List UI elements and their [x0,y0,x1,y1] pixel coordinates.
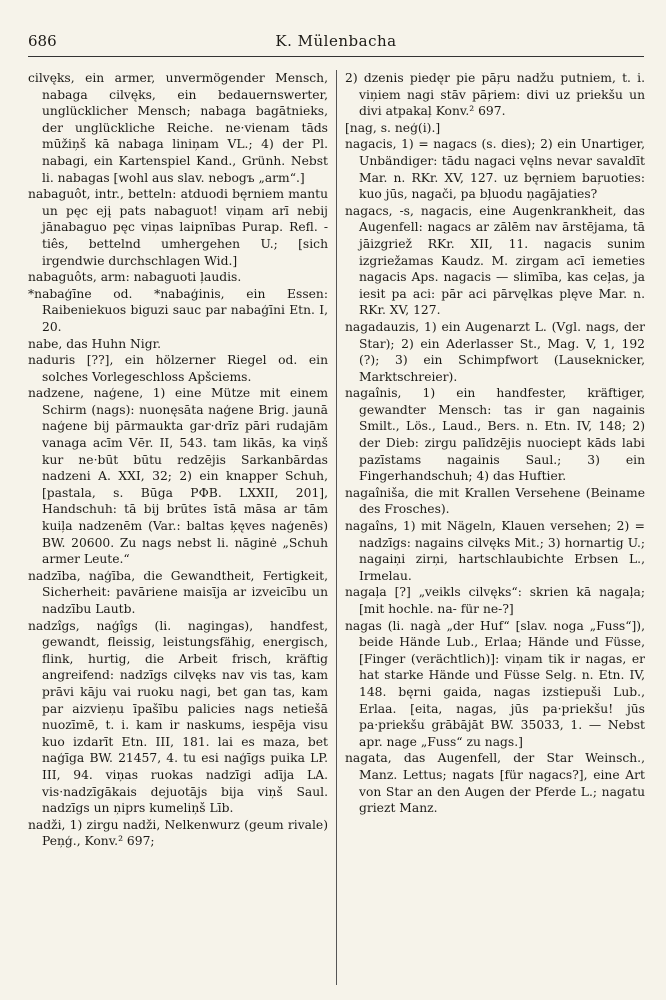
page-number: 686 [28,32,57,50]
entry-nadzene: nadzene, naģene, 1) eine Mütze mit einem Schirm (nags): nuonęsāta naģene Brig. jaunā naģene bij pārmaukta gar·drīz pāri rudajām vanaga acīm Vēr. II, 543. tam likās, ka viņš kur ne·būt būtu redzējis Sarkanbārdas nadzeni A. XXI, 32; 2) ein knapper Schuh, [pastala, s. Būga РФВ. LXXII, 201], Handschuh: tā bij brūtes īstā māsa ar tām kuiļa nadzenēm (Var.: baltas ķęves naģenēs) BW. 20600. Zu nags nebst li. nāginė „Schuh armer Leute.“ [28,386,328,567]
entry-nagacis: nagacis, 1) = nagacs (s. dies); 2) ein Unartiger, Unbändiger: tādu nagaci vęlns nevar savaldīt Mar. n. RKr. XV, 127. uz bęrniem baŗuoties: kuo jūs, nagači, pa bļuodu ņagājaties? [345,137,645,202]
entry-nagains: nagaîns, 1) mit Nägeln, Klauen versehen; 2) = nadzīgs: nagains cilvęks Mit.; 3) hornartig U.; nagaiņi zirņi, hartschlaubichte Erbsen L., Irmelau. [345,519,645,583]
entry-nagas: nagas (li. nagà „der Huf“ [slav. noga „Fuss“]), beide Hände Lub., Erlaa; Hände und Füsse, [Finger (verächtlich)]: viņam tik ir nagas, er hat starke Hände und Füsse Selg. n. Etn. IV, 148. bęrni gaida, nagas izstiepuši Lub., Erlaa. [eita, nagas, jūs pa·priekšu! jūs pa·priekšu grābājāt BW. 35033, 1. — Nebst apr. nage „Fuss“ zu nags.] [345,618,645,749]
entry-nagadauzis: nagadauzis, 1) ein Augenarzt L. (Vgl. nags, der Star); 2) ein Aderlasser St., Mag. V, 1, 192 (?); 3) ein Schimpfwort (Lauseknicker, Marktschreier). [345,319,645,384]
entry-nagacs: nagacs, -s, nagacis, eine Augenkrankheit, das Augenfell: nagacs ar zālēm nav ārstējama, tā jāizgriež RKr. XII, 11. nagacis sunim izgriežamas Kaudz. M. zirgam acī iemeties nagacis Aps. nagacis — slimība, kas ceļas, ja iesit pa aci: pār aci pārvęlkas plęve Mar. n. RKr. XV, 127. [345,203,645,318]
left-column [28,70,328,850]
right-column [345,70,645,817]
entry-nabaguots: nabaguôts, arm: nabaguoti ļaudis. [28,270,242,285]
entry-nadzi: nadži, 1) zirgu nadži, Nelkenwurz (geum rivale) Peņģ., Konv.² 697; [28,817,328,849]
entry-nabaguot: nabaguôt, intr., betteln: atduodi bęrniem mantu un pęc ejį pats nabaguot! viņam arī nebij jānabaguo pęc viņas laipnības Purap. Refl. -tiês, bettelnd umhergehen U.; [sich irgendwie durchschlagen Wid.] [28,187,328,268]
entry-cilveks-continued: cilvęks, ein armer, unvermögender Mensch, nabaga cilvęks, ein bedauernswerter, unglücklicher Mensch; nabaga bagātnieks, der unglückliche Reiche. ne·vienam tāds mūžiņš kā nabaga liniņam VL.; 4) der Pl. nabagi, ein Kartenspiel Kand., Grünh. Nebst li. nabagas [wohl aus slav. nebogъ „arm“.] [28,71,328,185]
column-divider [336,70,337,985]
entry-nagala: nagaļa [?] „veikls cilvęks“: skrien kā nagaļa; [mit hochle. na- für ne-?] [345,585,645,616]
entry-nagainisa: nagaîniša, die mit Krallen Versehene (Beiname des Frosches). [345,485,645,517]
entry-nabagine: *nabaģīne od. *nabaģinis, ein Essen: Raibeniekuos biguzi sauc par nabaģīni Etn. I, 20. [28,286,328,334]
entry-nagata: nagata, das Augenfell, der Star Weinsch., Manz. Lettus; nagats [für nagacs?], eine Art von Star an den Augen der Pferde L.; nagatu griezt Manz. [345,751,645,816]
entry-nadziba: nadzība, naģība, die Gewandtheit, Fertigkeit, Sicherheit: pavāriene maisīja ar izveicību un nadzību Lautb. [28,568,328,616]
entry-nagainis: nagaînis, 1) ein handfester, kräftiger, gewandter Mensch: tas ir gan nagainis Smilt., Lös., Laud., Bers. n. Etn. IV, 148; 2) der Dieb: zirgu palīdzējis nuociept kāds labi pazīstams nagainis Saul.; 3) ein Fingerhandschuh; 4) das Huftier. [345,386,645,484]
running-head: K. Mülenbacha [275,32,397,50]
entry-nadzigs: nadzîgs, naģîgs (li. nagingas), handfest, gewandt, fleissig, leistungsfähig, energisch, flink, hurtig, die Arbeit frisch, kräftig angreifend: nadzīgs cilvęks nav vis tas, kam prāvi kāju vai ruoku nagi, bet gan tas, kam par aizvieņu īpašību palicies nags netiešā nuozīmē, t. i. kam ir naskums, iespēja visu kuo izdarīt Etn. III, 181. lai es maza, bet naģīga BW. 21457, 4. tu esi naģīgs puika LP. III, 94. viņas ruokas nadzīgi adīja LA. vis·nadzīgākais dejuotājs bija viņš Saul. nadzīgs un ņiprs kumeliņš Līb. [28,618,328,816]
entry-nadzi-continued: 2) dzenis piedęr pie pāŗu nadžu putniem, t. i. viņiem nagi stāv pāŗiem: divi uz priekšu un divi atpakaļ Konv.² 697. [345,71,645,119]
entry-nag: [nag, s. neģ(i).] [345,120,441,135]
page-header [28,30,644,57]
entry-naduris: naduris [??], ein hölzerner Riegel od. ein solches Vorlegeschloss Apšciems. [28,353,328,384]
entry-nabe: nabe, das Huhn Nigr. [28,336,162,351]
